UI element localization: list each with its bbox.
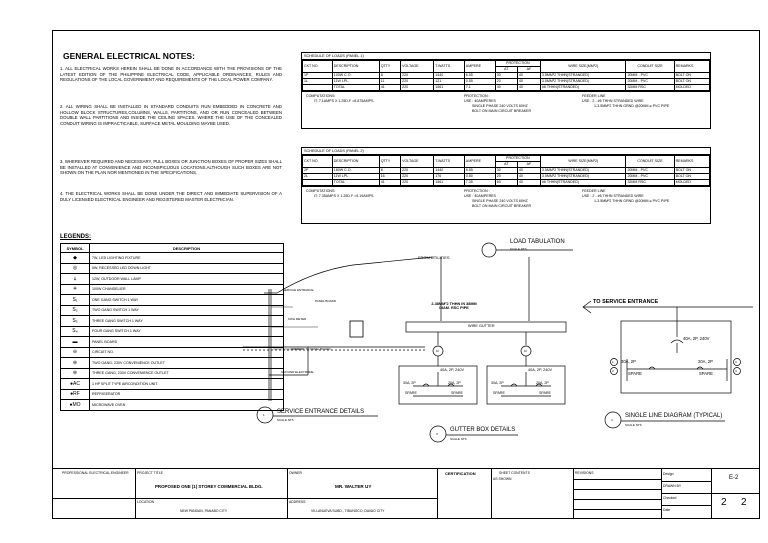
schedule-cell: MOLDED <box>674 85 709 91</box>
schedule-cell: 20MM - PVC <box>626 174 674 180</box>
sld-circle-1: 1 <box>612 360 614 364</box>
tb-design-label: Design <box>663 472 674 476</box>
pole-label-1: SERVICE ENTRANCE <box>283 288 314 292</box>
schedule-cell: TOTAL <box>332 85 379 91</box>
note-1: 1. ALL ELECTRICAL WORKS HEREIN SHALL BE DONE IN ACCORDANCE WITH THE PROVISIONS OF THE LATEST EDITION OF THE PHILIPPINE ELECTRICAL CODE, APPLICABLE ORDINANCES, RULES AND REGULATIONS OF THE LOCAL GOVERNMENT AND REQUIREMENTS OF THE LOCAL POWER COMPANY. <box>60 66 282 83</box>
protection-phase: SINGLE PHASE 240 VOLTS 60HZ <box>472 199 528 203</box>
schedule-cell: MOLDED <box>674 180 709 186</box>
protection-use: USE : 40AMPERES <box>464 99 496 103</box>
detail-circle-4: 4 <box>611 418 613 422</box>
col-qtty: QTTY <box>379 156 400 168</box>
gutter-spare-4: SPARE <box>539 391 551 395</box>
gutter-30a-2: 30A, 2P <box>491 381 504 385</box>
schedule-cell: BOLT ON <box>674 73 709 79</box>
schedule-cell: 40 <box>495 85 517 91</box>
single-line-title: SINGLE LINE DIAGRAM (TYPICAL) <box>625 413 723 419</box>
legend-symbol: S₂ <box>61 305 90 316</box>
schedule-cell: 11 <box>379 79 400 85</box>
load-tab-heading <box>482 243 573 257</box>
schedule-cell: 3.5MM²2 THHN(STRANDED) <box>540 168 626 174</box>
nts-label: NTS <box>287 418 294 422</box>
schedule-cell: 220 <box>401 174 434 180</box>
schedule-cell: 1561 <box>434 180 465 186</box>
schedule-cell: 0.80 <box>464 174 495 180</box>
legend-description: CIRCUIT NO. <box>90 347 284 358</box>
col-ckt: CKT NO. <box>303 61 333 73</box>
legend-description: TWO GANG, 230V CONVENIENCE OUTLET <box>90 358 284 369</box>
legend-description: 7W, LED LIGHTING FIXTURE <box>90 253 284 264</box>
tb-professional <box>53 469 136 519</box>
schedule-cell: 20MM - PVC <box>626 168 674 174</box>
feeder-use: USE : 2 - #6 THHN STRANDED WIRE <box>582 99 644 103</box>
schedule-cell: 3.5MM²2 THHN(STRANDED) <box>540 79 626 85</box>
schedule-cell: #6 THHN(STRANDED) <box>540 85 626 91</box>
col-voltage: VOLTAGE <box>401 61 434 73</box>
computations-label: COMPUTATIONS: <box>306 189 336 193</box>
col-at: AT <box>495 162 517 168</box>
nts-label: NTS <box>635 423 642 427</box>
single-line-spare-2: SPARE <box>699 371 713 376</box>
tb-revisions <box>573 469 662 519</box>
tb-checked-label: Checked <box>663 496 677 500</box>
gutter-spare-1: SPARE <box>405 391 417 395</box>
legend-description: REFRIGERATOR <box>90 389 284 400</box>
legend-symbol: ⍋ <box>61 274 90 285</box>
gutter-spare-2: SPARE <box>451 391 463 395</box>
schedule-cell: 2L <box>303 174 333 180</box>
col-conduit: CONDUIT SIZE <box>626 156 674 168</box>
legend-description: THREE GANG SWITCH 1 WAY <box>90 316 284 327</box>
tb-owner-label: OWNER <box>289 471 302 475</box>
gutter-box-details-title: GUTTER BOX DETAILS <box>450 427 516 433</box>
title-block <box>53 468 759 519</box>
tb-address: VILLANUEVA SUBD., TIBUNGCO, DAVAO CITY <box>311 509 385 513</box>
schedule-cell: 0.55 <box>464 79 495 85</box>
schedule-cell: 1L <box>303 79 333 85</box>
tb-certification <box>437 469 492 519</box>
schedule-cell: 220 <box>401 73 434 79</box>
legend-symbol: ⊜ <box>61 368 90 379</box>
schedule-cell: BOLT ON <box>674 168 709 174</box>
schedule-cell: 20MM - PVC <box>626 79 674 85</box>
schedule-cell: TOTAL <box>332 180 379 186</box>
single-line-main-breaker: 40A, 2P, 240V <box>683 336 710 341</box>
tb-location-label: LOCATION <box>137 500 155 504</box>
legend-description: FOUR GANG SWITCH 1 WAY <box>90 326 284 337</box>
detail-circle-1: 1 <box>263 413 265 417</box>
protection-label: PROTECTION : <box>464 94 490 98</box>
schedule-cell: 121 <box>434 79 465 85</box>
service-entrance-details-title: SERVICE ENTRANCE DETAILS <box>277 409 365 415</box>
legend-symbol: ✳ <box>61 284 90 295</box>
nts-label: NTS <box>460 437 467 441</box>
legend-symbol: ●AC <box>61 379 90 390</box>
scale-label: SCALE <box>510 247 520 251</box>
schedule-title: SCHEDULE OF LOADS (PANEL 2) <box>302 148 710 155</box>
schedule-cell: 20MM - PVC <box>626 73 674 79</box>
col-ampere: AMPERE <box>464 156 495 168</box>
feeder-label: FEEDER LINE <box>582 189 606 193</box>
schedule-cell: 3.5MM²2 THHN(STRANDED) <box>540 174 626 180</box>
detail-circle-3: 3 <box>436 432 438 436</box>
single-line-30a: 30A, 2P <box>621 359 636 364</box>
tb-sheet-number <box>711 469 759 519</box>
schedule-cell: 40 <box>517 174 540 180</box>
sld-circle-2: 2 <box>612 369 614 373</box>
tb-sheet-contents <box>491 469 574 519</box>
legends-title: LEGENDS: <box>60 234 92 240</box>
legend-symbol: S₁ <box>61 295 90 306</box>
meter-2-label: M <box>524 349 527 353</box>
protection-breaker: BOLT ON MAIN CIRCUIT BREAKER <box>472 109 532 113</box>
diagram-linework <box>53 31 759 468</box>
legend-description: 100W CHANDELIER <box>90 284 284 295</box>
col-af: AF <box>517 67 540 73</box>
to-service-entrance-label: TO SERVICE ENTRANCE <box>593 299 659 305</box>
legend-description: 5W, RECESSED LED DOWN LIGHT <box>90 263 284 274</box>
col-ampere: AMPERE <box>464 61 495 73</box>
tb-sheet-contents: AS SHOWN <box>493 477 512 481</box>
schedule-cell: 40 <box>517 85 540 91</box>
legend-symbol: S₃ <box>61 316 90 327</box>
load-tabulation-title: LOAD TABULATION <box>510 239 565 245</box>
note-2: 2. ALL WIRING SHALL BE INSTALLED IN STANDARD CONDUITS RUN EMBEDDED IN CONCRETE AND HOLLOW BLOCK STRUCTURES,COLUMNS, WALLS, PARTITIONS, AND OR RUN CONCEALED BETWEEN DOUBLE WALL PARTITIONS AND INSIDE THE CEILING SPACES. WHERE THE USE OF THE CONCEALED CONDUIT WIRING IS IMPRACTICABLE, SURFACE METAL MOULDING MAYBE USED. <box>60 104 282 126</box>
tb-professional-label: PROFESSIONAL ELECTRICAL ENGINEER <box>62 471 129 475</box>
tb-revisions-label: REVISIONS <box>575 471 594 475</box>
schedule-cell: 32MM RSC <box>626 180 674 186</box>
single-line-drawing <box>583 301 753 393</box>
pole-label-4: CONDUIT TO PANELBOARD <box>291 347 331 351</box>
tb-signatures <box>661 469 712 519</box>
schedule-cell: 32MM RSC <box>626 85 674 91</box>
schedule-title: SCHEDULE OF LOADS (PANEL 1) <box>302 53 710 60</box>
single-line-spare-1: SPARE <box>628 371 642 376</box>
schedule-cell: 220 <box>401 168 434 174</box>
legend-symbol: ◎ <box>61 263 90 274</box>
schedule-cell: 40 <box>517 79 540 85</box>
protection-breaker: BOLT ON MAIN CIRCUIT BREAKER <box>472 204 532 208</box>
scale-label: SCALE <box>625 423 635 427</box>
protection-phase: SINGLE PHASE 240 VOLTS 60HZ <box>472 104 528 108</box>
schedule-cell: 220 <box>401 79 434 85</box>
schedule-cell: 40 <box>517 168 540 174</box>
tb-project <box>135 469 288 519</box>
gutter-30a-1: 30A, 2P <box>403 381 416 385</box>
schedule-cell: 8 <box>379 168 400 174</box>
legend-description: MICROWAVE OVEN <box>90 400 284 411</box>
schedule-cell: 41 <box>379 180 400 186</box>
scale-label: SCALE <box>450 437 460 441</box>
protection-label: PROTECTION : <box>464 189 490 193</box>
note-4: 4. THE ELECTRICAL WORKS SHALL BE DONE UNDER THE DIRECT AND IMMEDIATE SUPERVISION OF A DULY LICENSED ELECTRICAL ENGINEER AND REGISTERED MASTER ELECTRICIAN. <box>60 191 282 202</box>
col-voltage: VOLTAGE <box>401 156 434 168</box>
schedule-cell: 20 <box>495 174 517 180</box>
nts-label: NTS <box>520 247 527 251</box>
tb-location: NEW PANDAN, PANABO CITY <box>180 509 228 513</box>
protection-use: USE : 40AMPERES <box>464 194 496 198</box>
col-protection: PROTECTION <box>495 61 540 67</box>
schedule-cell: 6.55 <box>464 168 495 174</box>
col-at: AT <box>495 67 517 73</box>
schedule-cell: 220 <box>401 85 434 91</box>
gutter-main-breaker-2: 40A, 2P, 240V <box>528 368 552 372</box>
legend-symbol: S₄ <box>61 326 90 337</box>
schedule-cell: #6 THHN(STRANDED) <box>540 180 626 186</box>
schedule-cell: 1440 <box>434 73 465 79</box>
col-conduit: CONDUIT SIZE <box>626 61 674 73</box>
scale-label: SCALE <box>277 418 287 422</box>
gutter-20a-2: 20A, 2P <box>536 381 549 385</box>
drawing-sheet <box>52 30 760 519</box>
tb-owner-name: MR. WALTER UY <box>335 484 372 489</box>
service-entrance-drawing <box>243 257 433 401</box>
schedule-cell: 6.55 <box>464 73 495 79</box>
schedule-cell: 1440 <box>434 168 465 174</box>
schedule-cell: 40 <box>517 180 540 186</box>
schedule-cell: 40 <box>517 73 540 79</box>
note-3: 3. WHEREVER REQUIRED AND NECESSARY, PULL BOXES OR JUNCTION BOXES OF PROPER SIZES SHALL BE INSTALLED AT CONVENIENCE AND INCONSPICUOUS LOCATIONS,ALTHOUGH SUCH BOXES ARE NOT SHOWN ON THE PLAN NOR MENTIONED IN THE SPECIFICATIONS. <box>60 159 282 176</box>
tb-project-title: PROPOSED ONE (1) STOREY COMMERCIAL BLDG. <box>155 484 263 489</box>
legend-symbol: ▬ <box>61 337 90 348</box>
legend-description: TWO GANG SWITCH 1 WAY <box>90 305 284 316</box>
legend-symbol: ●MO <box>61 400 90 411</box>
legend-description: 1 HP SPLIT TYPE AIRCONDITION UNIT <box>90 379 284 390</box>
tb-sheet-count: 2 <box>721 497 727 508</box>
tb-certification-label: CERTIFICATION <box>445 471 476 476</box>
single-line-20a: 20A, 2P <box>698 359 713 364</box>
col-qtty: QTTY <box>379 61 400 73</box>
legend-header-symbol: SYMBOL <box>61 244 90 253</box>
legend-symbol: ◆ <box>61 253 90 264</box>
schedule-cell: 1561 <box>434 85 465 91</box>
col-ckt: CKT NO. <box>303 156 333 168</box>
wire-gutter-label: WIRE GUTTER <box>468 324 495 328</box>
legend-symbol: ⊖ <box>61 347 90 358</box>
tb-address-label: ADDRESS <box>289 500 306 504</box>
tb-drawn-label: DRAWN BY <box>663 484 682 488</box>
schedule-cell: 180W C.O. <box>332 168 379 174</box>
tb-project-label: PROJECT TITLE <box>137 471 163 475</box>
col-wire: WIRE SIZE(MM²2) <box>540 156 626 168</box>
legend-description: ONE GANG SWITCH 1 WAY <box>90 295 284 306</box>
schedule-cell: 100W C.O. <box>332 73 379 79</box>
col-af: AF <box>517 162 540 168</box>
col-desc: DESCRIPTION <box>332 156 379 168</box>
legend-description: 12W, OUTDOOR WALL LAMP <box>90 274 284 285</box>
schedule-cell: 3.5MM²2 THHN(STRANDED) <box>540 73 626 79</box>
schedule-cell: 30 <box>495 73 517 79</box>
tb-sheet-contents-label: SHEET CONTENTS <box>499 471 530 475</box>
gutter-20a-1: 20A, 2P <box>448 381 461 385</box>
feeder-ground: 1-3.5MM²2 THHN GRND @20MM ⌀ PVC PIPE <box>594 199 670 203</box>
schedule-cell: 60 <box>495 180 517 186</box>
tb-owner <box>287 469 438 519</box>
computations-label: COMPUTATIONS: <box>306 94 336 98</box>
schedule-cell: 41 <box>379 85 400 91</box>
schedule-cell: BOLT ON <box>674 174 709 180</box>
computation-text: IT: 7.1AMPS X 1.25D.F =8.875AMPS. <box>314 99 375 103</box>
schedule-cell: 2P <box>303 168 333 174</box>
col-wire: WIRE SIZE(MM²2) <box>540 61 626 73</box>
feeder-label: FEEDER LINE <box>582 94 606 98</box>
pole-label-3: KWH METER <box>288 317 307 321</box>
col-remarks: REMARKS <box>674 61 709 73</box>
col-twatts: T.WATTS <box>434 61 465 73</box>
computation-text: IT: 7.35AMPS X 1.25D.F =9.19AMPS. <box>314 194 375 198</box>
schedule-cell: 8 <box>379 73 400 79</box>
schedule-cell: 1P <box>303 73 333 79</box>
legend-header-description: DESCRIPTION <box>90 244 284 253</box>
legend-symbol: ●RF <box>61 389 90 400</box>
gutter-main-breaker-1: 40A, 2P, 240V <box>440 368 464 372</box>
notes-title: GENERAL ELECTRICAL NOTES: <box>63 51 195 61</box>
legend-description: THREE GANG, 230V CONVENIENCE OUTLET <box>90 368 284 379</box>
wire-size-label: 2-38MM²2 THHN IN 38MM DIAM. RSC PIPE <box>431 302 477 310</box>
meter-1-label: M <box>436 349 439 353</box>
schedule-cell: BOLT ON <box>674 79 709 85</box>
schedule-cell: 11W LPL <box>332 174 379 180</box>
feeder-use: USE : 2 - #6 THHN STRANDED WIRE <box>582 194 644 198</box>
schedule-cell: 16 <box>379 174 400 180</box>
gutter-spare-3: SPARE <box>493 391 505 395</box>
col-protection: PROTECTION <box>495 156 540 162</box>
sld-circle-4: 4 <box>735 369 737 373</box>
sld-circle-3: 3 <box>735 360 737 364</box>
tb-date-label: Date <box>663 508 671 512</box>
schedule-cell: 7.1 <box>464 85 495 91</box>
schedule-cell: 11W LPL <box>332 79 379 85</box>
schedule-cell: 20 <box>495 79 517 85</box>
from-utilities-label: FROM UTILITIES <box>418 255 450 260</box>
col-desc: DESCRIPTION <box>332 61 379 73</box>
tb-sheet-total: 2 <box>741 497 747 508</box>
tb-sheet-no: E-2 <box>729 475 739 481</box>
schedule-cell: 30 <box>495 168 517 174</box>
feeder-ground: 1-3.5MM²2 THHN GRND @20MM ⌀ PVC PIPE <box>594 104 670 108</box>
col-remarks: REMARKS <box>674 156 709 168</box>
col-twatts: T.WATTS <box>434 156 465 168</box>
legend-description: PANEL BOARD <box>90 337 284 348</box>
schedule-cell: 7.35 <box>464 180 495 186</box>
schedule-cell: 220 <box>401 180 434 186</box>
legend-symbol: ⊜ <box>61 358 90 369</box>
schedule-cell: 176 <box>434 174 465 180</box>
pole-label-2: PANEL BOARD <box>315 299 337 303</box>
pole-label-5: GROUND ELECTRODE <box>281 370 314 374</box>
